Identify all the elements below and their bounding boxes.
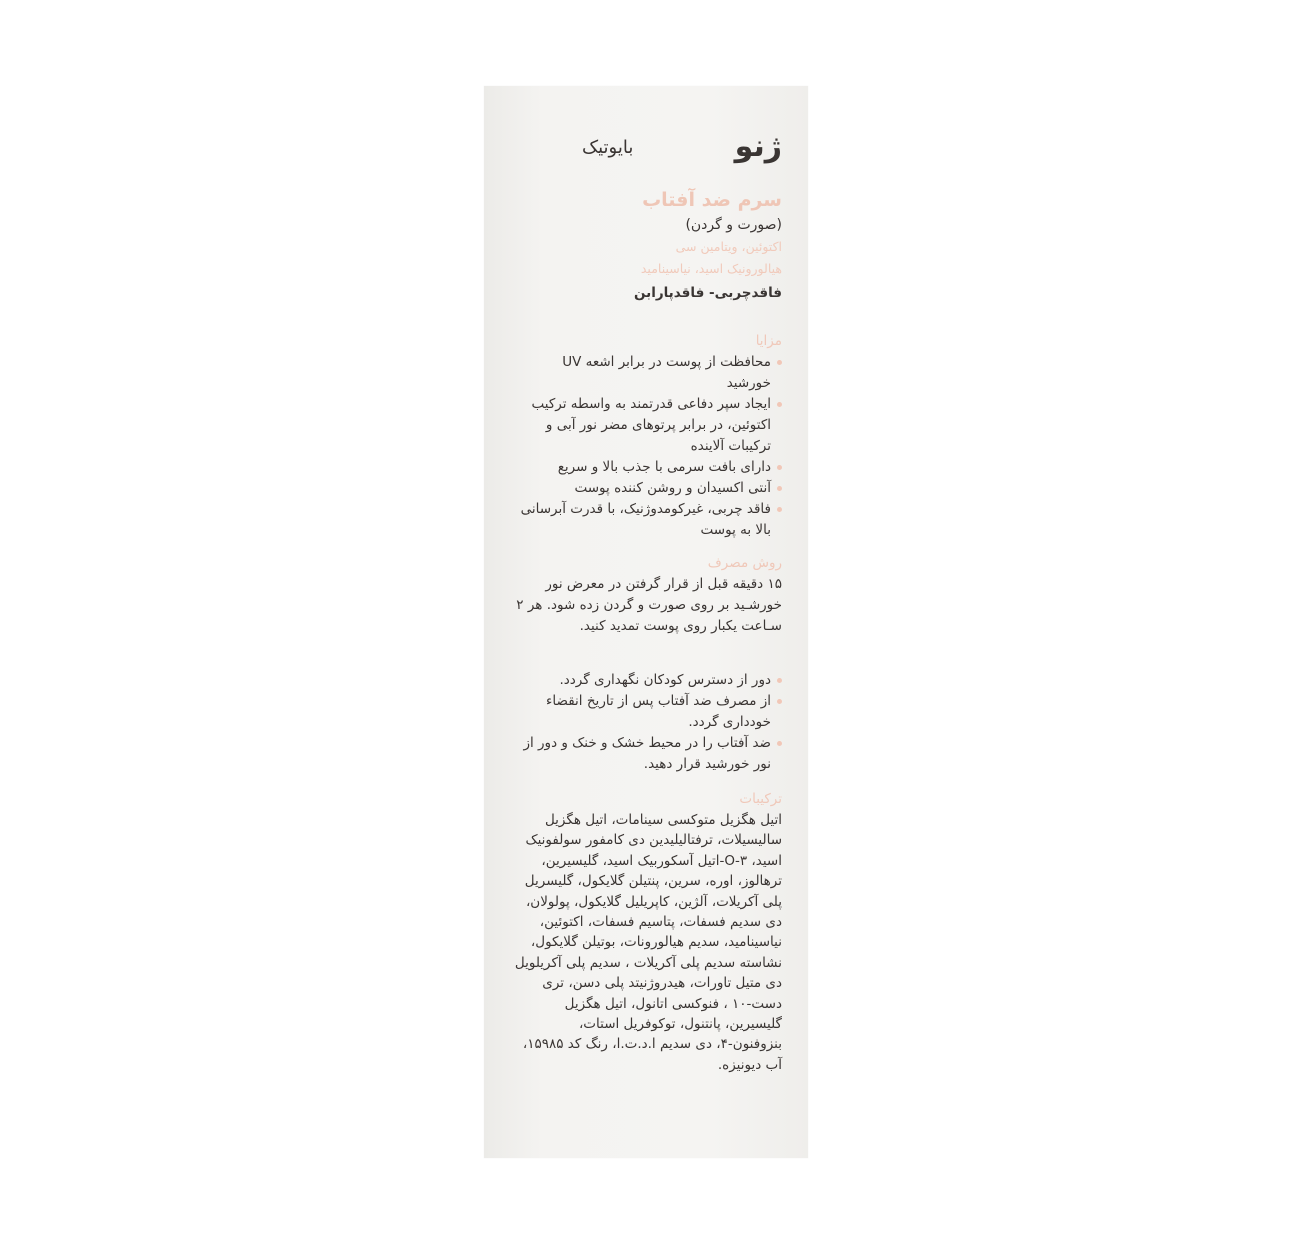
product-subtitle: (صورت و گردن) [685, 217, 782, 233]
bullet-dot-icon [777, 360, 782, 365]
usage-text: ۱۵ دقیقه قبل از قرار گرفتن در معرض نور خورشـید بر روی صورت و گردن زده شود. هر ۲ سـاعت یکبار روی پوست تمدید کنید. [516, 576, 782, 634]
benefit-text: ایجاد سپر دفاعی قدرتمند به واسطه ترکیب اکتوئین، در برابر پرتوهای مضر نور آبی و ترکیبات آلاینده [531, 396, 771, 454]
ingredients-text: اتیل هگزیل متوکسی سینامات، اتیل هگزیل سالیسیلات، ترفتالیلیدین دی کامفور سولفونیک اسید، ۳-O-اتیل آسکوربیک اسید، گلیسیرین، ترهالوز، اوره، سرین، پنتیلن گلایکول، گلیسریل پلی آکریلات، آلژین، کاپریلیل گلایکول، پولولان، دی سدیم فسفات، پتاسیم فسفات، اکتوئین، نیاسینامید، سدیم هیالورونات، بوتیلن گلایکول، نشاسته سدیم پلی آکریلات ، سدیم پلی آکریلویل دی متیل تاورات، هیدروژنیتد پلی دسن، تری دست-۱۰ ، فنوکسی اتانول، اتیل هگزیل گلیسیرین، پانتنول، توکوفریل استات، بنزوفنون-۴، دی سدیم ا.د.ت.ا، رنگ کد ۱۵۹۸۵، آب دیونیزه. [514, 812, 782, 1073]
warning-item [514, 670, 782, 691]
warnings-section [514, 670, 782, 775]
free-of-claims: فاقدچربی- فاقدپارابن [633, 285, 782, 301]
ingredients-section [514, 788, 782, 1075]
bullet-dot-icon [777, 402, 782, 407]
benefit-text: محافظت از پوست در برابر اشعه UV خورشید [562, 354, 771, 391]
bullet-dot-icon [777, 486, 782, 491]
warning-item [514, 691, 782, 733]
brand-sub-text: بایوتیک [582, 137, 634, 158]
actives-line-2: هیالورونیک اسید، نیاسینامید [640, 261, 782, 276]
benefit-item [514, 394, 782, 457]
brand-logo [582, 126, 782, 168]
ingredients-heading: ترکیبات [739, 791, 782, 807]
warning-text: از مصرف ضد آفتاب پس از تاریخ انقضاء خودداری گردد. [546, 693, 771, 730]
bullet-dot-icon [777, 465, 782, 470]
warning-item [514, 733, 782, 775]
benefits-section [514, 330, 782, 541]
warnings-list [514, 670, 782, 775]
bullet-dot-icon [777, 678, 782, 683]
actives-line-1: اکتوئین، ویتامین سی [675, 239, 782, 254]
brand-name: ژنو [734, 129, 782, 164]
benefit-text: فاقد چربی، غیرکومدوژنیک، با قدرت آبرسانی بالا به پوست [520, 501, 771, 538]
usage-heading: روش مصرف [707, 555, 782, 571]
benefits-heading: مزایا [755, 333, 782, 349]
benefit-item [514, 352, 782, 394]
bullet-dot-icon [777, 741, 782, 746]
usage-section [514, 552, 782, 637]
benefit-item [514, 499, 782, 541]
product-title: سرم ضد آفتاب [642, 189, 782, 211]
product-title-block [514, 186, 782, 306]
bullet-dot-icon [777, 507, 782, 512]
product-label-card [484, 86, 808, 1158]
warning-text: دور از دسترس کودکان نگهداری گردد. [559, 672, 771, 688]
benefit-item [514, 457, 782, 478]
bullet-dot-icon [777, 699, 782, 704]
benefit-item [514, 478, 782, 499]
benefit-text: دارای بافت سرمی با جذب بالا و سریع [557, 459, 771, 475]
warning-text: ضد آفتاب را در محیط خشک و خنک و دور از نور خورشید قرار دهید. [523, 735, 771, 772]
benefit-text: آنتی اکسیدان و روشن کننده پوست [574, 480, 771, 496]
benefits-list [514, 352, 782, 541]
